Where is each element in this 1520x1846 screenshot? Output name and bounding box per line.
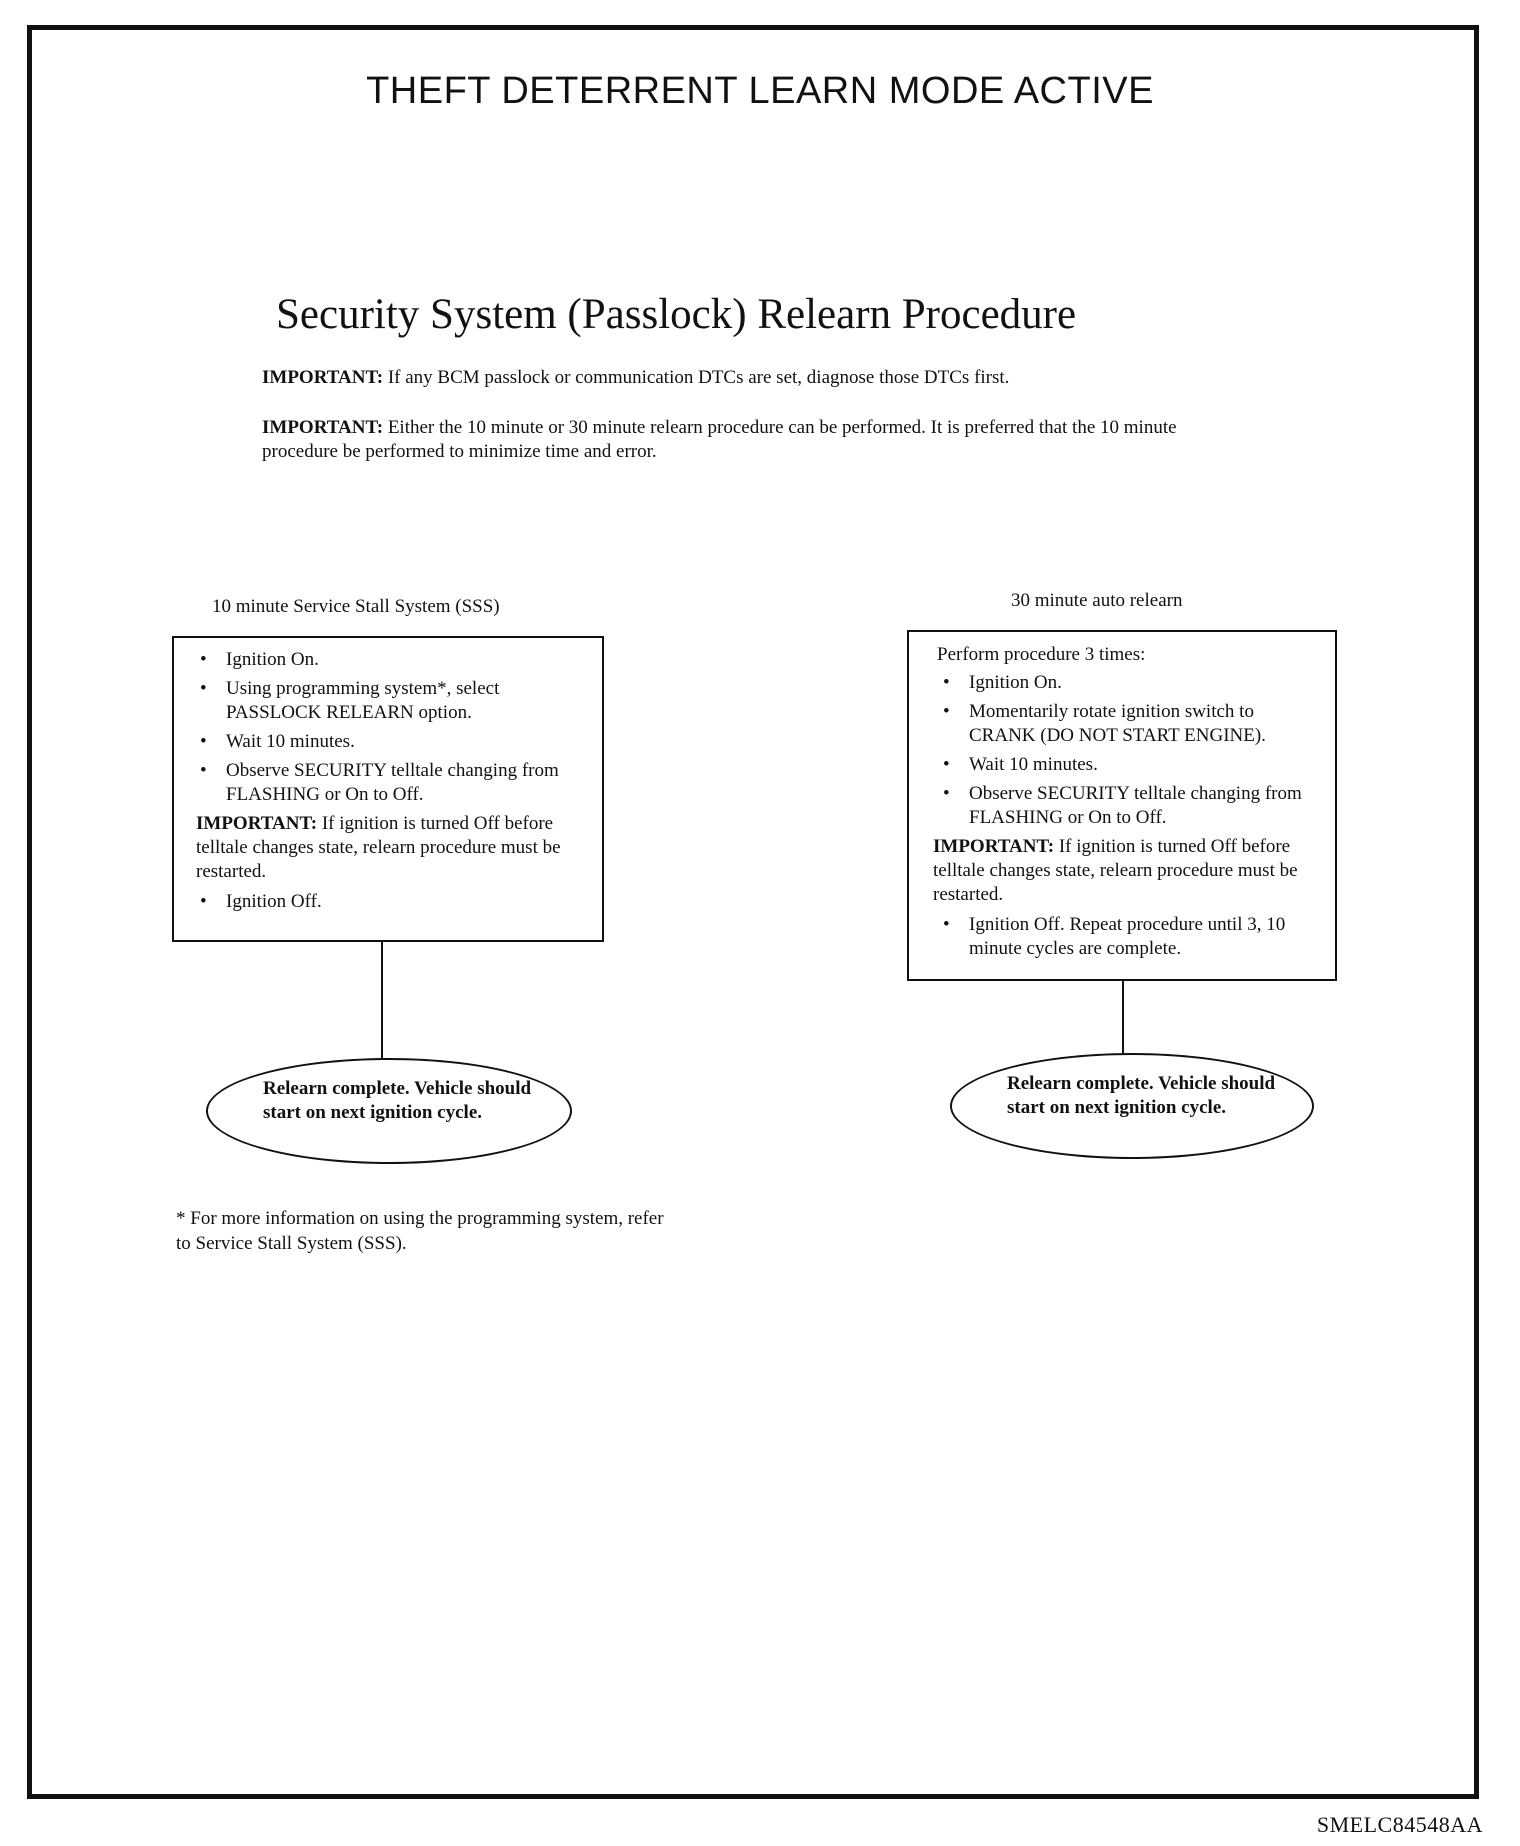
right-procedure-box bbox=[907, 630, 1337, 981]
list-item: • Observe SECURITY telltale changing from FLASHING or On to Off. bbox=[943, 783, 1302, 828]
important-label: IMPORTANT: bbox=[262, 417, 384, 438]
right-result-oval bbox=[950, 1053, 1314, 1159]
bullet-icon: • bbox=[943, 754, 950, 775]
list-item: • Ignition On. bbox=[943, 672, 1062, 693]
bullet-icon: • bbox=[943, 701, 950, 722]
bullet-icon: • bbox=[200, 760, 207, 781]
footnote: * For more information on using the programming system, refer to Service Stall System (SSS). bbox=[176, 1208, 664, 1254]
important-note-2 bbox=[262, 416, 1182, 464]
bullet-icon: • bbox=[200, 731, 207, 752]
left-procedure-heading: 10 minute Service Stall System (SSS) bbox=[212, 596, 500, 617]
right-connector-line bbox=[1122, 981, 1124, 1055]
bullet-icon: • bbox=[200, 649, 207, 670]
right-intro: Perform procedure 3 times: bbox=[937, 644, 1146, 665]
result-text: Relearn complete. Vehicle should start on next ignition cycle. bbox=[263, 1078, 532, 1123]
right-important-note: IMPORTANT: If ignition is turned Off before telltale changes state, relearn procedure must be restarted. bbox=[933, 836, 1298, 905]
right-final-step bbox=[939, 913, 1323, 961]
page-title: Security System (Passlock) Relearn Procedure bbox=[276, 291, 1077, 338]
list-item: • Ignition Off. Repeat procedure until 3, 10 minute cycles are complete. bbox=[943, 914, 1286, 959]
list-item: • Momentarily rotate ignition switch to CRANK (DO NOT START ENGINE). bbox=[943, 701, 1266, 746]
left-important-note: IMPORTANT: If ignition is turned Off before telltale changes state, relearn procedure must be restarted. bbox=[196, 813, 561, 882]
important-label: IMPORTANT: bbox=[933, 836, 1055, 857]
note-text: Either the 10 minute or 30 minute relearn procedure can be performed. It is preferred that the 10 minute procedure be performed to minimize time and error. bbox=[262, 417, 1177, 462]
left-connector-line bbox=[381, 942, 383, 1060]
bullet-icon: • bbox=[943, 783, 950, 804]
result-text: Relearn complete. Vehicle should start on next ignition cycle. bbox=[1007, 1073, 1276, 1118]
left-result-oval bbox=[206, 1058, 572, 1164]
mode-banner: THEFT DETERRENT LEARN MODE ACTIVE bbox=[366, 70, 1154, 112]
bullet-icon: • bbox=[943, 914, 950, 935]
important-label: IMPORTANT: bbox=[196, 813, 318, 834]
list-item: • Using programming system*, select PASSLOCK RELEARN option. bbox=[200, 678, 500, 723]
important-label: IMPORTANT: bbox=[262, 367, 384, 388]
list-item: • Wait 10 minutes. bbox=[943, 754, 1098, 775]
bullet-icon: • bbox=[200, 678, 207, 699]
note-text: If any BCM passlock or communication DTCs are set, diagnose those DTCs first. bbox=[387, 367, 1010, 388]
right-procedure-heading: 30 minute auto relearn bbox=[1011, 590, 1183, 611]
list-item: • Ignition On. bbox=[200, 649, 319, 670]
right-steps bbox=[939, 671, 1323, 830]
list-item: • Wait 10 minutes. bbox=[200, 731, 355, 752]
left-procedure-box bbox=[172, 636, 604, 942]
left-steps bbox=[196, 648, 588, 807]
list-item: • Ignition Off. bbox=[200, 891, 322, 912]
bullet-icon: • bbox=[200, 891, 207, 912]
figure-code: SMELC84548AA bbox=[1316, 1812, 1483, 1837]
left-final-step bbox=[196, 890, 588, 914]
important-note-1 bbox=[262, 366, 1202, 390]
list-item: • Observe SECURITY telltale changing from FLASHING or On to Off. bbox=[200, 760, 559, 805]
bullet-icon: • bbox=[943, 672, 950, 693]
